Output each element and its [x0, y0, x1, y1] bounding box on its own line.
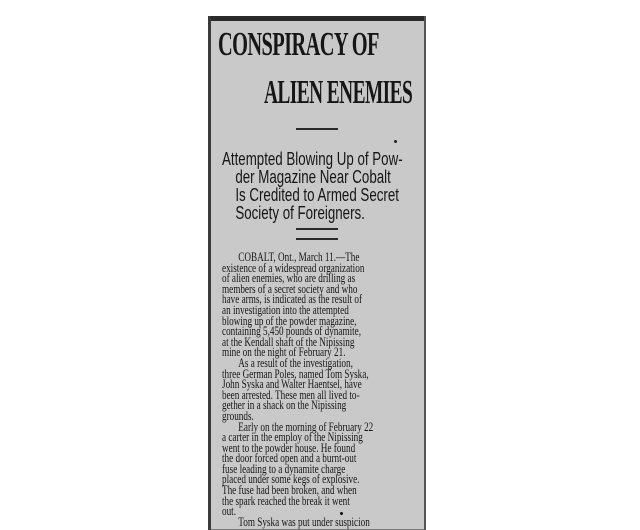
body-line: placed under some kegs of explosive.: [222, 472, 360, 487]
body-line: fuse leading to a dynamite charge: [222, 461, 346, 476]
print-speck: [340, 512, 343, 515]
body-line: a carter in the employ of the Nipissing: [222, 430, 363, 445]
subheadline-deck: [222, 150, 422, 222]
article-body: [222, 252, 422, 527]
body-line: grounds.: [222, 408, 254, 423]
body-line: went to the powder house. He found: [222, 440, 356, 455]
deck-line: Is Credited to Armed Secret: [235, 185, 399, 205]
body-line: of alien enemies, who are drilling as: [222, 271, 356, 286]
body-line: have arms, is indicated as the result of: [222, 292, 363, 307]
body-line: Tom Syska was put under suspicion: [238, 514, 370, 529]
top-border-rule: [208, 16, 426, 21]
deck-line: Society of Foreigners.: [235, 203, 365, 223]
deck-divider-lower: [296, 238, 338, 240]
body-line: COBALT, Ont., March 11.—The: [238, 250, 360, 264]
newspaper-clipping: [208, 16, 426, 530]
headline-line-2: ALIEN ENEMIES: [264, 74, 413, 111]
deck-line: der Magazine Near Cobalt: [235, 167, 391, 187]
body-line: The fuse had been broken, and when: [222, 483, 357, 498]
body-line: existence of a widespread organization: [222, 260, 365, 275]
headline-line-1: CONSPIRACY OF: [218, 26, 379, 63]
body-line: members of a secret society and who: [222, 281, 358, 296]
body-line: As a result of the investigation,: [238, 355, 353, 370]
body-line: containing 5,450 pounds of dynamite,: [222, 324, 362, 339]
body-line: blowing up of the powder magazine,: [222, 313, 357, 328]
body-line: been arrested. These men all lived to-: [222, 387, 360, 402]
body-line: three German Poles, named Tom Syska,: [222, 366, 369, 381]
body-line: out.: [222, 504, 237, 519]
deck-divider-upper: [296, 228, 338, 230]
body-line: John Syska and Walter Haentsel, have: [222, 377, 362, 392]
headline-divider: [296, 128, 338, 130]
body-line: mine on the night of February 21.: [222, 345, 346, 360]
body-line: gether in a shack on the Nipissing: [222, 398, 347, 413]
body-line: Early on the morning of February 22: [238, 419, 374, 434]
right-column-rule: [424, 16, 426, 530]
body-line: an investigation into the attempted: [222, 302, 349, 317]
body-line: at the Kendall shaft of the Nipissing: [222, 334, 355, 349]
left-column-rule: [208, 16, 211, 530]
body-line: the spark reached the break it went: [222, 493, 350, 508]
deck-line: Attempted Blowing Up of Pow-: [222, 149, 403, 169]
body-line: the door forced open and a burnt-out: [222, 451, 357, 466]
print-speck: [394, 140, 397, 143]
